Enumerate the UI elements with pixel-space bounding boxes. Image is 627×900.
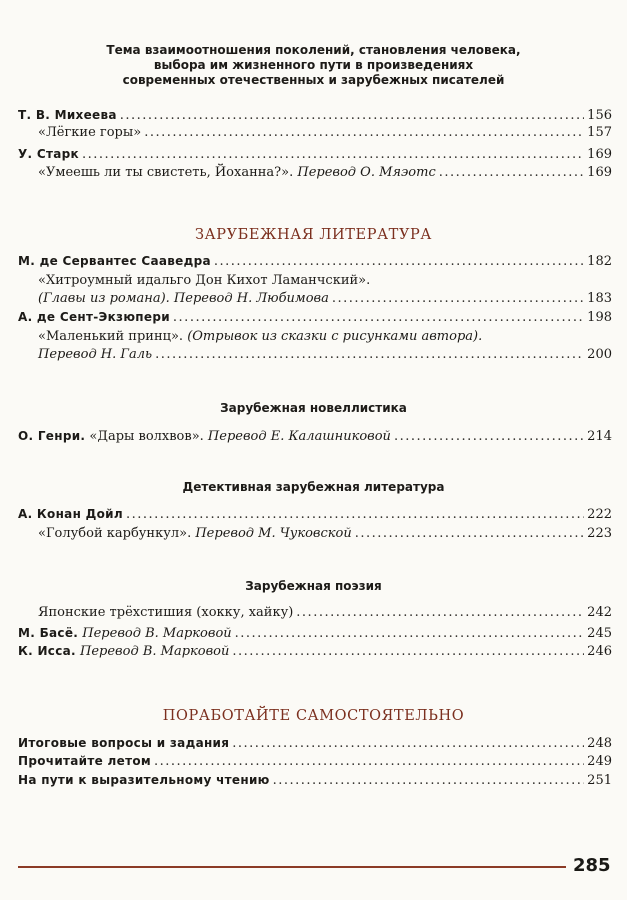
page-ref: 200	[587, 347, 612, 362]
subheading-novella: Зарубежная новеллистика	[220, 401, 407, 415]
page-ref: 242	[587, 605, 612, 620]
toc-entry-little-prince-translation[interactable]	[38, 346, 612, 364]
dot-leader	[126, 506, 584, 524]
dot-leader	[214, 253, 584, 271]
toc-entry-basho[interactable]	[18, 624, 612, 642]
dot-leader	[144, 124, 584, 142]
dot-leader	[120, 107, 584, 125]
page-ref: 248	[587, 736, 612, 751]
work-title-text: «Дары волхвов».	[89, 429, 204, 444]
toc-entry-expressive-reading[interactable]	[18, 771, 612, 789]
page-ref: 223	[587, 526, 612, 541]
page-number: 285	[573, 855, 611, 876]
dot-leader	[296, 604, 584, 622]
work-title: Японские трёхстишия (хокку, хайку)	[38, 605, 294, 620]
page-ref: 214	[587, 429, 612, 444]
page-ref: 182	[587, 254, 612, 269]
page-ref: 157	[587, 125, 612, 140]
translation-credit: Перевод Е. Калашниковой	[207, 429, 391, 444]
dot-leader	[332, 290, 584, 308]
page-ref: 245	[587, 626, 612, 641]
dot-leader	[154, 753, 584, 771]
author-name: М. Басё.	[18, 626, 79, 640]
toc-entry-conan-doyle[interactable]	[18, 505, 612, 523]
author-name: К. Исса.	[18, 644, 76, 658]
subheading-poetry: Зарубежная поэзия	[245, 579, 382, 593]
work-title	[38, 164, 436, 182]
work-title-little-prince	[38, 328, 612, 346]
translation-credit: Перевод В. Марковой	[80, 644, 230, 659]
work-note: (Главы из романа). Перевод Н. Любимова	[38, 291, 329, 306]
work-title-text: «Умеешь ли ты свистеть, Йоханна?».	[38, 165, 294, 180]
toc-entry-mikheeva[interactable]	[18, 106, 612, 124]
page-ref: 198	[587, 310, 612, 325]
entry-text	[18, 642, 229, 661]
page-ref: 249	[587, 754, 612, 769]
entry-text	[18, 624, 232, 643]
page-ref: 251	[587, 773, 612, 788]
entry-label: На пути к выразительному чтению	[18, 773, 270, 787]
dot-leader	[355, 525, 584, 543]
page-ref: 169	[587, 147, 612, 162]
author-name: А. Конан Дойл	[18, 507, 123, 521]
translation-credit: Перевод О. Мяэотс	[297, 165, 436, 180]
work-title	[38, 525, 352, 543]
author-name: О. Генри.	[18, 429, 86, 443]
theme-title-line-1: Тема взаимоотношения поколений, становления человека,	[106, 43, 521, 57]
page-ref: 169	[587, 165, 612, 180]
dot-leader	[439, 164, 584, 182]
toc-entry-blue-carbuncle[interactable]	[38, 525, 612, 543]
translation-credit: Перевод Н. Галь	[38, 347, 153, 362]
author-name: М. де Сервантес Сааведра	[18, 254, 211, 268]
toc-entry-final-questions[interactable]	[18, 734, 612, 752]
work-title-don-quixote: «Хитроумный идальго Дон Кихот Ламанчский».	[38, 273, 371, 288]
author-name: Т. В. Михеева	[18, 108, 117, 122]
work-title-text: «Голубой карбункул».	[38, 526, 192, 541]
dot-leader	[235, 625, 585, 643]
toc-entry-legkie-gory[interactable]	[38, 124, 612, 142]
author-name: У. Старк	[18, 147, 79, 161]
translation-credit: Перевод В. Марковой	[82, 626, 232, 641]
entry-label: Итоговые вопросы и задания	[18, 736, 230, 750]
theme-title-line-2: выбора им жизненного пути в произведениях	[153, 58, 474, 72]
work-title: «Лёгкие горы»	[38, 125, 142, 140]
page-ref: 222	[587, 507, 612, 522]
dot-leader	[173, 309, 584, 327]
dot-leader	[232, 735, 584, 753]
dot-leader	[232, 643, 584, 661]
entry-label: Прочитайте летом	[18, 754, 151, 768]
heading-self-work: ПОРАБОТАЙТЕ САМОСТОЯТЕЛЬНО	[162, 708, 465, 724]
dot-leader	[394, 428, 584, 446]
page-ref: 156	[587, 108, 612, 123]
toc-entry-issa[interactable]	[18, 642, 612, 660]
work-note: (Отрывок из сказки с рисунками автора).	[187, 329, 483, 344]
subheading-detective: Детективная зарубежная литература	[182, 480, 445, 494]
entry-text	[18, 427, 391, 446]
work-title-text: «Маленький принц».	[38, 329, 184, 344]
toc-entry-exupery[interactable]	[18, 308, 612, 326]
dot-leader	[82, 146, 584, 164]
theme-title-line-3: современных отечественных и зарубежных писателей	[122, 73, 505, 87]
page-ref: 246	[587, 644, 612, 659]
dot-leader	[273, 772, 585, 790]
page-ref: 183	[587, 291, 612, 306]
author-name: А. де Сент-Экзюпери	[18, 310, 170, 324]
toc-entry-don-quixote-note[interactable]	[38, 290, 612, 308]
translation-credit: Перевод М. Чуковской	[195, 526, 352, 541]
toc-entry-haiku[interactable]	[38, 604, 612, 622]
toc-entry-yokhanna[interactable]	[38, 164, 612, 182]
toc-entry-o-henry[interactable]	[18, 427, 612, 445]
dot-leader	[155, 346, 584, 364]
toc-entry-summer-reading[interactable]	[18, 752, 612, 770]
footer-rule	[18, 866, 566, 868]
toc-entry-stark[interactable]	[18, 145, 612, 163]
heading-foreign-literature: ЗАРУБЕЖНАЯ ЛИТЕРАТУРА	[195, 227, 432, 243]
toc-entry-cervantes[interactable]	[18, 252, 612, 270]
